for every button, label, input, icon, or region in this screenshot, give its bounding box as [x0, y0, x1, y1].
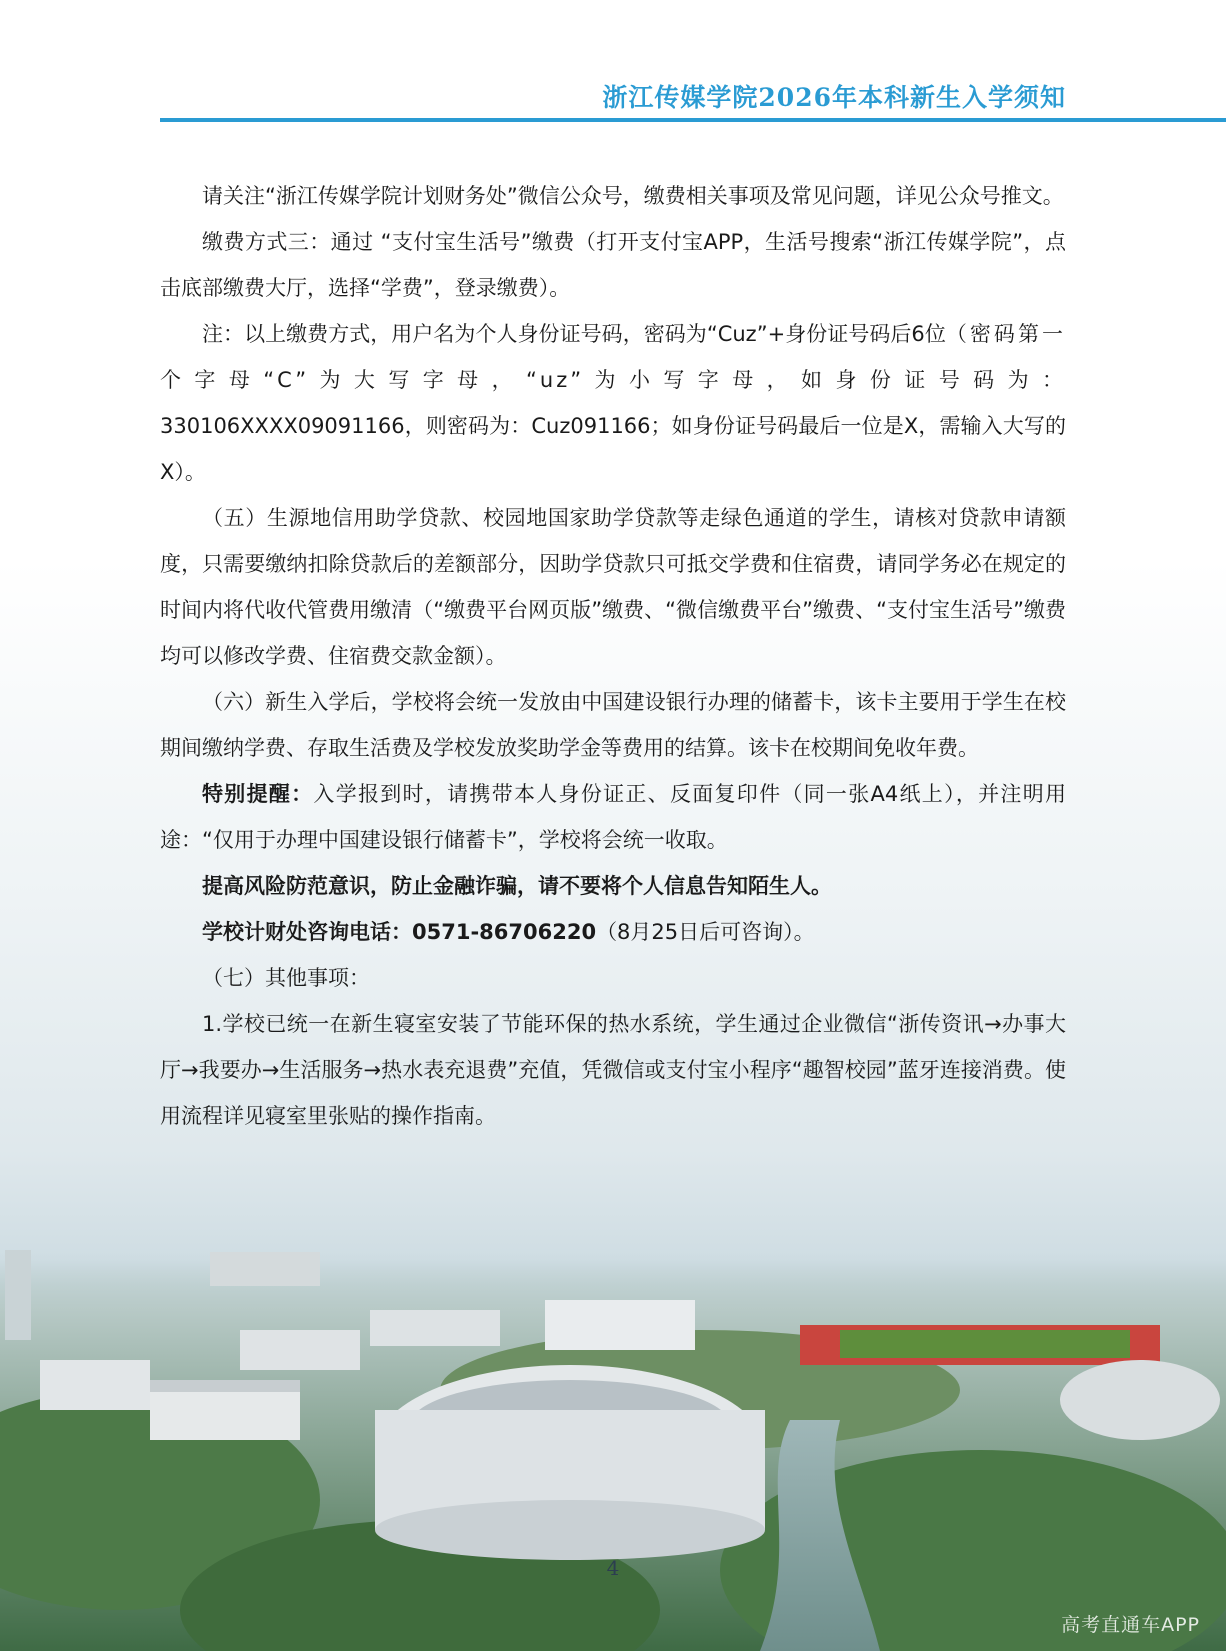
contact-phone-note: （8月25日后可咨询）。	[596, 920, 815, 944]
paragraph-contact-phone	[160, 909, 1066, 955]
paragraph-password-note	[160, 311, 1066, 495]
page-header-title: 浙江传媒学院2026年本科新生入学须知	[602, 83, 1066, 112]
paragraph-bank-card: （六）新生入学后，学校将会统一发放由中国建设银行办理的储蓄卡，该卡主要用于学生在校期间缴纳学费、存取生活费及学校发放奖助学金等费用的结算。该卡在校期间免收年费。	[160, 690, 1066, 760]
page-number: 4	[606, 1556, 620, 1580]
header-divider	[160, 118, 1226, 122]
watermark-text: 高考直通车APP	[1061, 1614, 1200, 1636]
password-note-line1: 注：以上缴费方式，用户名为个人身份证号码，密码为“Cuz”+身份证号码后6位	[202, 322, 946, 346]
paragraph-student-loan: （五）生源地信用助学贷款、校园地国家助学贷款等走绿色通道的学生，请核对贷款申请额度，只需要缴纳扣除贷款后的差额部分，因助学贷款只可抵交学费和住宿费，请同学务必在规定的时间内将代收代管费用缴清（“缴费平台网页版”缴费、“微信缴费平台”缴费、“支付宝生活号”缴费均可以修改学费、住宿费交款金额）。	[160, 506, 1066, 668]
contact-phone-label: 学校计财处咨询电话：0571-86706220	[202, 920, 597, 944]
paragraph-special-reminder	[160, 771, 1066, 863]
paragraph-hot-water: 1.学校已统一在新生寝室安装了节能环保的热水系统，学生通过企业微信“浙传资讯→办事大厅→我要办→生活服务→热水表充退费”充值，凭微信或支付宝小程序“趣智校园”蓝牙连接消费。使用流程详见寝室里张贴的操作指南。	[160, 1012, 1066, 1128]
paragraph-payment-method-3: 缴费方式三：通过 “支付宝生活号”缴费（打开支付宝APP，生活号搜索“浙江传媒学院”，点击底部缴费大厅，选择“学费”，登录缴费）。	[160, 230, 1066, 300]
campus-aerial-photo	[0, 1250, 1226, 1651]
paragraph-other-items-heading: （七）其他事项：	[202, 966, 370, 990]
document-body	[160, 173, 1066, 1139]
password-note-line3: 330106XXXX09091166，则密码为：Cuz091166；如身份证号码最后一位是X，需输入大写的X）。	[160, 414, 1066, 484]
special-reminder-text: 入学报到时，请携带本人身份证正、反面复印件（同一张A4纸上），并注明用途：“仅用于办理中国建设银行储蓄卡”，学校将会统一收取。	[160, 782, 1066, 852]
paragraph-wechat-notice: 请关注“浙江传媒学院计划财务处”微信公众号，缴费相关事项及常见问题，详见公众号推文。	[202, 184, 1064, 208]
special-reminder-label: 特别提醒：	[202, 782, 314, 806]
paragraph-fraud-warning: 提高风险防范意识，防止金融诈骗，请不要将个人信息告知陌生人。	[202, 874, 832, 898]
password-note-line2: （密码第一个字母“C”为大写字母，“uz”为小写字母，如身份证号码为：	[160, 322, 1066, 392]
